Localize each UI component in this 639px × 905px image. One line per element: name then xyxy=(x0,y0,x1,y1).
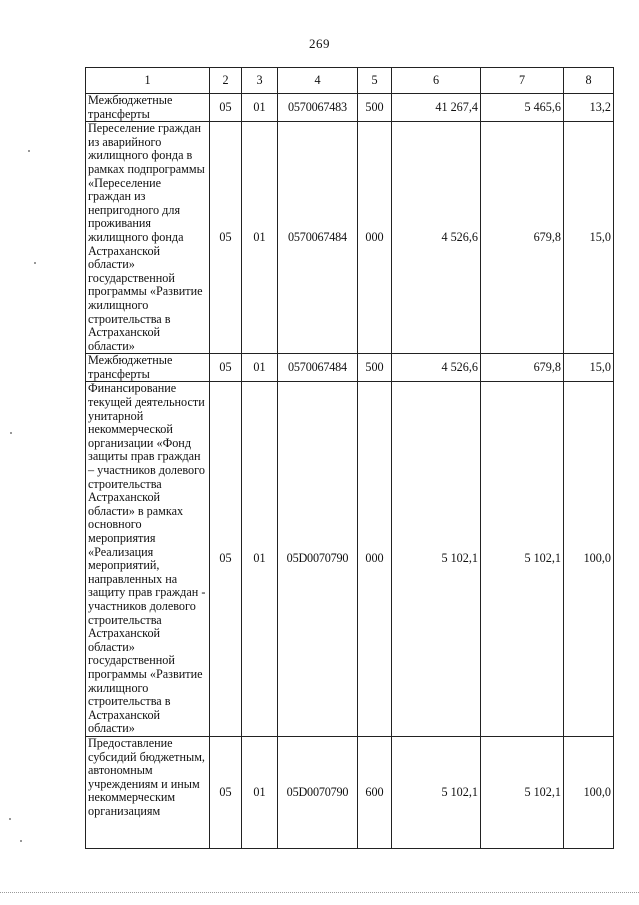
expense-type-cell: 000 xyxy=(358,382,392,736)
target-article-cell: 0570067484 xyxy=(278,354,358,382)
header-col-7: 7 xyxy=(481,68,564,94)
header-col-5: 5 xyxy=(358,68,392,94)
subsection-code-cell: 01 xyxy=(242,382,278,736)
expense-type-cell: 500 xyxy=(358,94,392,122)
col8-percent-cell: 15,0 xyxy=(564,354,614,382)
header-col-1: 1 xyxy=(86,68,210,94)
row-name-cell: Финансирование текущей деятельности унитарной некоммерческой организации «Фонд защиты прав граждан – участников долевого строительства Астраханской области» в рамках основного мероприятия «Реализация мероприятий, направленных на защиту прав граждан - участников долевого строительства Астраханской области» государственной программы «Развитие жилищного строительства в Астраханской области» xyxy=(86,382,210,736)
scan-speck xyxy=(9,818,11,820)
expense-type-cell: 600 xyxy=(358,736,392,848)
scan-speck xyxy=(10,432,12,434)
col7-amount-cell: 5 465,6 xyxy=(481,94,564,122)
table-row xyxy=(86,354,614,382)
col7-amount-cell: 5 102,1 xyxy=(481,382,564,736)
row-name-cell: Межбюджетные трансферты xyxy=(86,94,210,122)
header-row xyxy=(86,68,614,94)
expense-type-cell: 000 xyxy=(358,122,392,354)
col8-percent-cell: 15,0 xyxy=(564,122,614,354)
header-col-3: 3 xyxy=(242,68,278,94)
row-name-cell: Межбюджетные трансферты xyxy=(86,354,210,382)
target-article-cell: 0570067484 xyxy=(278,122,358,354)
table-row xyxy=(86,382,614,736)
col7-amount-cell: 679,8 xyxy=(481,122,564,354)
col6-amount-cell: 5 102,1 xyxy=(392,382,481,736)
header-col-2: 2 xyxy=(210,68,242,94)
target-article-cell: 05D0070790 xyxy=(278,736,358,848)
scan-bottom-edge xyxy=(0,892,639,893)
col6-amount-cell: 4 526,6 xyxy=(392,122,481,354)
subsection-code-cell: 01 xyxy=(242,354,278,382)
section-code-cell: 05 xyxy=(210,382,242,736)
col8-percent-cell: 100,0 xyxy=(564,382,614,736)
target-article-cell: 0570067483 xyxy=(278,94,358,122)
subsection-code-cell: 01 xyxy=(242,736,278,848)
col8-percent-cell: 13,2 xyxy=(564,94,614,122)
table-row xyxy=(86,736,614,848)
header-col-8: 8 xyxy=(564,68,614,94)
col7-amount-cell: 679,8 xyxy=(481,354,564,382)
section-code-cell: 05 xyxy=(210,94,242,122)
section-code-cell: 05 xyxy=(210,354,242,382)
col7-amount-cell: 5 102,1 xyxy=(481,736,564,848)
header-col-4: 4 xyxy=(278,68,358,94)
scan-speck xyxy=(34,262,36,264)
row-name-cell: Переселение граждан из аварийного жилищного фонда в рамках подпрограммы «Переселение граждан из непригодного для проживания жилищного фонда Астраханской области» государственной программы «Развитие жилищного строительства в Астраханской области» xyxy=(86,122,210,354)
budget-table xyxy=(85,67,614,849)
header-col-6: 6 xyxy=(392,68,481,94)
expense-type-cell: 500 xyxy=(358,354,392,382)
subsection-code-cell: 01 xyxy=(242,94,278,122)
col8-percent-cell: 100,0 xyxy=(564,736,614,848)
subsection-code-cell: 01 xyxy=(242,122,278,354)
col6-amount-cell: 4 526,6 xyxy=(392,354,481,382)
section-code-cell: 05 xyxy=(210,736,242,848)
col6-amount-cell: 41 267,4 xyxy=(392,94,481,122)
target-article-cell: 05D0070790 xyxy=(278,382,358,736)
table-row xyxy=(86,122,614,354)
page-number: 269 xyxy=(309,36,330,51)
table-row xyxy=(86,94,614,122)
scan-speck xyxy=(20,840,22,842)
row-name-cell: Предоставление субсидий бюджетным, автономным учреждениям и иным некоммерческим организациям xyxy=(86,736,210,848)
col6-amount-cell: 5 102,1 xyxy=(392,736,481,848)
scan-speck xyxy=(28,150,30,152)
section-code-cell: 05 xyxy=(210,122,242,354)
